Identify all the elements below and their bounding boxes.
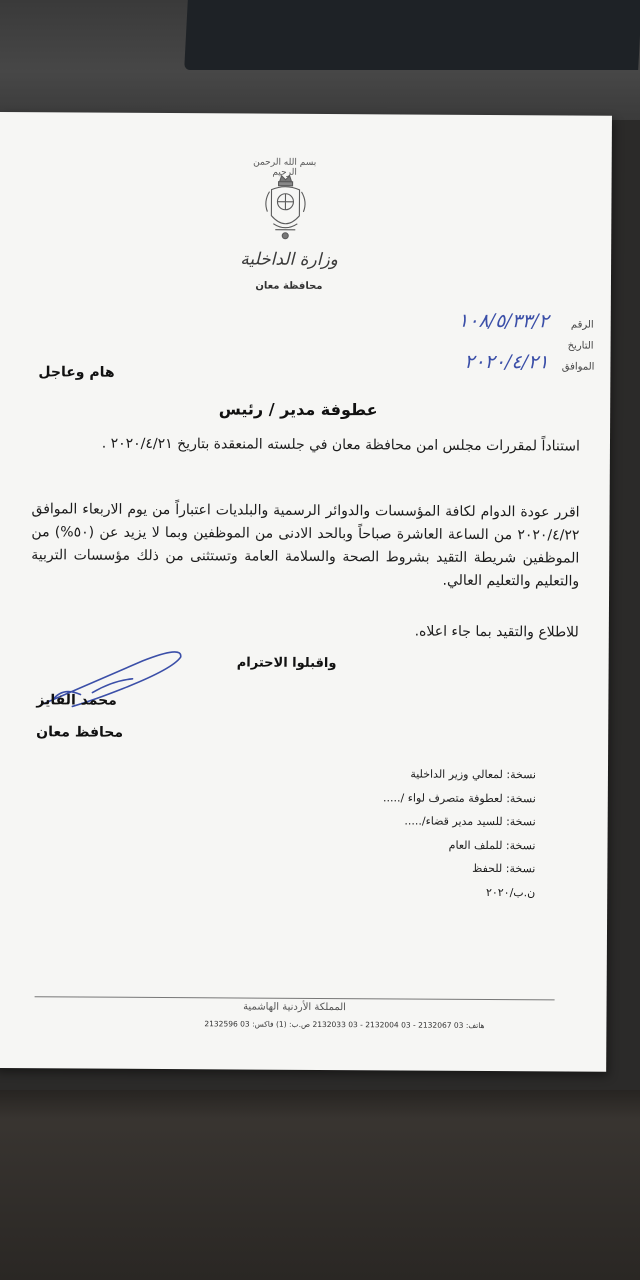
governorate-name: محافظة معان: [255, 280, 323, 292]
folder-edge: [184, 0, 640, 70]
footer-contact: هاتف: 03 2132067 - 03 2132004 - 03 2132033 ص.ب: (1) فاكس: 03 2132596: [204, 1019, 485, 1030]
copy-line: نسخة: لعطوفة متصرف لواء /.....: [383, 790, 536, 805]
copy-line: نسخة: للحفظ: [472, 861, 536, 876]
reference-number: ١٠٨/٥/٣٣/٢: [458, 309, 549, 333]
corresponding-label: الموافق: [561, 361, 595, 373]
signatory-title: محافظ معان: [36, 724, 124, 741]
copy-line: نسخة: للسيد مدير قضاء/.....: [404, 814, 536, 829]
closing-line: واقبلوا الاحترام: [236, 655, 337, 672]
date-label: التاريخ: [567, 340, 594, 352]
ministry-name: وزارة الداخلية: [240, 249, 338, 271]
crown-emblem-icon: [261, 172, 309, 242]
desk-shadow: [0, 1090, 640, 1120]
copy-line: ن.ب/٢٠٢٠: [485, 885, 536, 899]
paragraph-1: استناداً لمقررات مجلس امن محافظة معان في جلسته المنعقدة بتاريخ ٢٠٢٠/٤/٢١ .: [101, 435, 581, 455]
paragraph-2: اقرر عودة الدوام لكافة المؤسسات والدوائر الرسمية والبلديات اعتباراً من يوم الاربعاء الموافق ٢٠٢٠/٤/٢٢ من الساعة العاشرة صباحاً وبالحد الادنى من الموظفين وبما لا يزيد عن (٥٠%) من الموظفين شريطة التقيد بشروط الصحة والسلامة العامة وتستثنى من ذلك مؤسسات التربية والتعليم والتعليم العالي.: [31, 501, 580, 590]
paragraph-3: للاطلاع والتقيد بما جاء اعلاه.: [414, 623, 579, 641]
number-label: الرقم: [570, 319, 594, 331]
recipient-line: عطوفة مدير / رئيس: [218, 399, 378, 420]
basmala: بسم الله الرحمن الرحيم: [253, 157, 317, 178]
footer-divider: [35, 996, 555, 1000]
copies-list: [295, 762, 536, 904]
corresponding-date: ٢٠٢٠/٤/٢١: [464, 350, 549, 374]
copy-line: نسخة: للملف العام: [448, 838, 536, 852]
footer-kingdom: المملكة الأردنية الهاشمية: [243, 1001, 347, 1014]
copy-line: نسخة: لمعالي وزير الداخلية: [410, 767, 537, 782]
signatory-name: محمد الفايز: [36, 692, 117, 709]
urgent-label: هام وعاجل: [38, 364, 115, 381]
official-letter: [0, 112, 612, 1072]
